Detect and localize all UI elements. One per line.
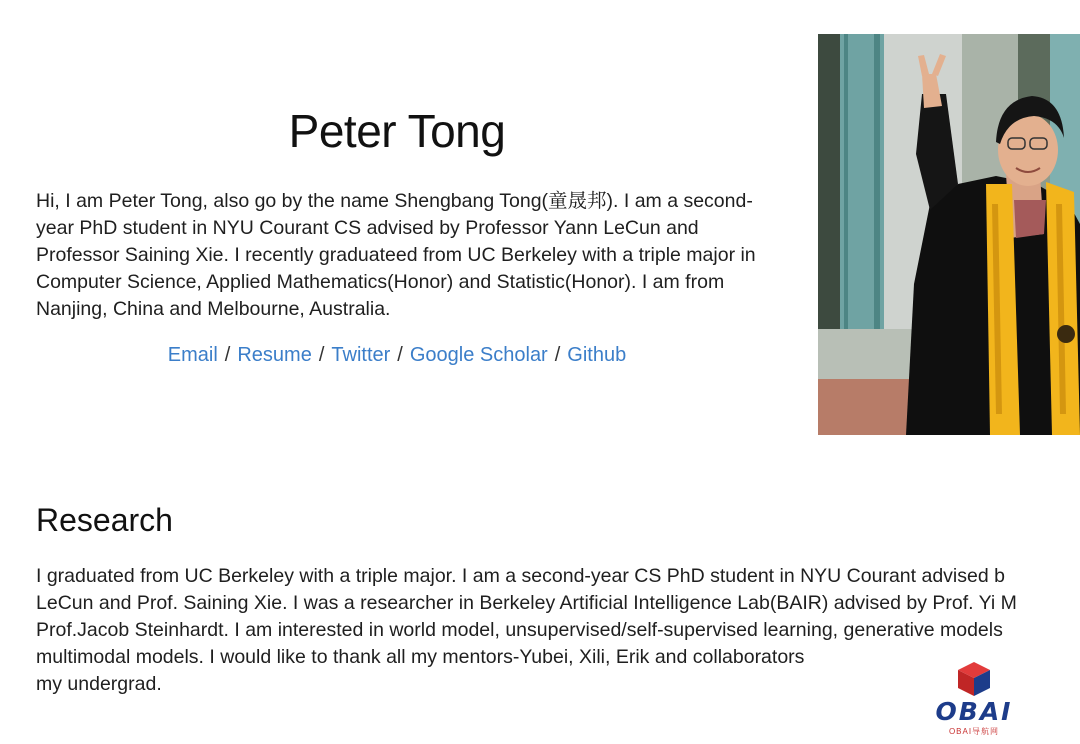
google-scholar-link[interactable]: Google Scholar (409, 344, 548, 366)
obai-cube-logo-icon (924, 660, 1024, 700)
research-line: LeCun and Prof. Saining Xie. I was a researcher in Berkeley Artificial Intelligence Lab(BAIR) advised by Prof. Yi M (36, 592, 1017, 614)
profile-photo (818, 34, 1080, 435)
link-separator: / (318, 344, 325, 366)
research-line: Prof.Jacob Steinhardt. I am interested in world model, unsupervised/self-supervised learning, generative models (36, 619, 1003, 641)
research-line: my undergrad. (36, 673, 162, 695)
link-separator: / (554, 344, 561, 366)
github-link[interactable]: Github (567, 344, 627, 366)
research-heading: Research (36, 502, 173, 538)
twitter-link[interactable]: Twitter (331, 344, 391, 366)
page-title: Peter Tong (288, 105, 506, 157)
link-separator: / (224, 344, 231, 366)
watermark-logo (924, 660, 1024, 744)
resume-link[interactable]: Resume (237, 344, 312, 366)
email-link[interactable]: Email (167, 344, 218, 366)
research-line: I graduated from UC Berkeley with a triple major. I am a second-year CS PhD student in NYU Courant advised b (36, 565, 1005, 587)
graduation-portrait-image (818, 34, 1080, 435)
watermark-subtext: OBAI导航网 (948, 727, 1000, 736)
profile-links (36, 344, 758, 367)
watermark-text: OBAI (935, 697, 1013, 726)
bio-paragraph: Hi, I am Peter Tong, also go by the name Shengbang Tong(童晟邦). I am a second-year PhD student in NYU Courant CS advised by Professor Yann LeCun and Professor Saining Xie. I recently graduateed from UC Berkeley with a triple major in Computer Science, Applied Mathematics(Honor) and Statistic(Honor). I am from Nanjing, China and Melbourne, Australia. (36, 190, 756, 320)
research-line: multimodal models. I would like to thank all my mentors-Yubei, Xili, Erik and collaborators (36, 646, 805, 668)
link-separator: / (397, 344, 403, 366)
